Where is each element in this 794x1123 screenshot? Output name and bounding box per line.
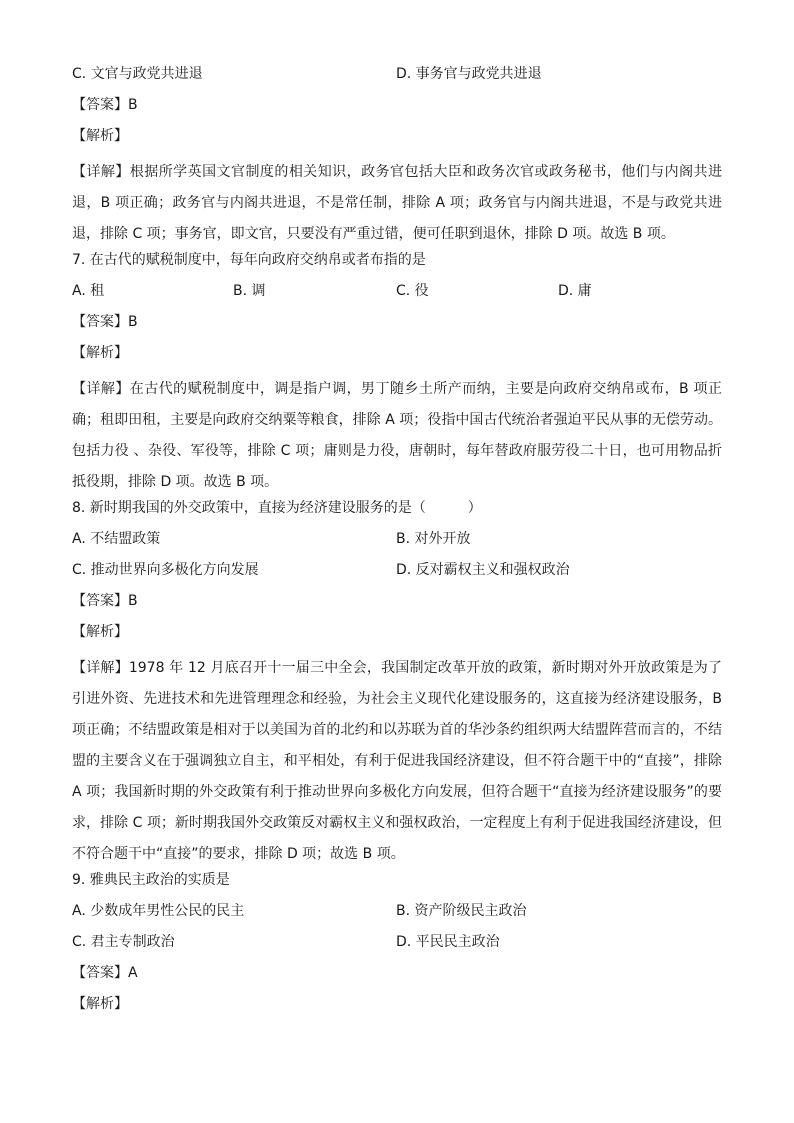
q8-option-b: B. 对外开放: [396, 531, 471, 547]
q9-answer: 【答案】A: [72, 965, 138, 981]
q9-analysis-label: 【解析】: [72, 996, 128, 1012]
q7-option-a: A. 租: [72, 283, 105, 299]
q7-options-row: [72, 281, 722, 312]
q7-analysis-label: 【解析】: [72, 345, 128, 361]
q9-options-row-2: [72, 932, 722, 963]
q8-question: 8. 新时期我国的外交政策中，直接为经济建设服务的是（ ）: [72, 500, 482, 516]
q6-options-row: [72, 64, 722, 95]
q6-option-d: D. 事务官与政党共进退: [396, 66, 542, 82]
q8-option-c: C. 推动世界向多极化方向发展: [72, 562, 259, 578]
q6-answer: 【答案】B: [72, 97, 138, 113]
q7-option-d: D. 庸: [558, 283, 592, 299]
q6-detail: 【详解】根据所学英国文官制度的相关知识，政务官包括大臣和政务次官或政务秘书，他们与内阁共进退，B 项正确；政务官与内阁共进退，不是常任制，排除 A 项；政务官与内阁共进退，不是与政党共进退，排除 C 项；事务官，即文官，只要没有严重过错，便可任职到退休，排除 D 项。故选 B 项。: [72, 164, 722, 242]
q9-question: 9. 雅典民主政治的实质是: [72, 872, 230, 888]
q8-options-row-1: [72, 529, 722, 560]
q8-detail: 【详解】1978 年 12 月底召开十一届三中全会，我国制定改革开放的政策，新时期对外开放政策是为了引进外资、先进技术和先进管理理念和经验，为社会主义现代化建设服务的，这直接为经济建设服务，B 项正确；不结盟政策是相对于以美国为首的北约和以苏联为首的华沙条约组织两大结盟阵营而言的，不结盟的主要含义在于强调独立自主，和平相处，有利于促进我国经济建设，但不符合题干中的“直接”，排除 A 项；我国新时期的外交政策有利于推动世界向多极化方向发展，但符合题干“直接为经济建设服务”的要求，排除 C 项；新时期我国外交政策反对霸权主义和强权政治，一定程度上有利于促进我国经济建设，但不符合题干中“直接”的要求，排除 D 项；故选 B 项。: [72, 660, 722, 862]
document-page: [72, 64, 722, 1025]
q7-detail: 【详解】在古代的赋税制度中，调是指户调，男丁随乡土所产而纳，主要是向政府交纳帛或布，B 项正确；租即田租，主要是向政府交纳粟等粮食，排除 A 项；役指中国古代统治者强迫平民从事的无偿劳动。包括力役 、杂役、军役等，排除 C 项；庸则是力役，唐朝时，每年替政府服劳役二十日，也可用物品折抵役期，排除 D 项。故选 B 项。: [72, 381, 722, 490]
q6-analysis-label: 【解析】: [72, 128, 128, 144]
q9-option-d: D. 平民民主政治: [396, 934, 500, 950]
q8-analysis-label: 【解析】: [72, 624, 128, 640]
q7-option-c: C. 役: [396, 283, 429, 299]
q8-options-row-2: [72, 560, 722, 591]
q9-options-row-1: [72, 901, 722, 932]
q7-answer: 【答案】B: [72, 314, 138, 330]
q6-option-c: C. 文官与政党共进退: [72, 66, 203, 82]
q8-option-a: A. 不结盟政策: [72, 531, 161, 547]
q8-option-d: D. 反对霸权主义和强权政治: [396, 562, 570, 578]
q9-option-c: C. 君主专制政治: [72, 934, 175, 950]
q8-answer: 【答案】B: [72, 593, 138, 609]
q7-question: 7. 在古代的赋税制度中，每年向政府交纳帛或者布指的是: [72, 252, 426, 268]
q9-option-a: A. 少数成年男性公民的民主: [72, 903, 245, 919]
q9-option-b: B. 资产阶级民主政治: [396, 903, 527, 919]
q7-option-b: B. 调: [233, 283, 266, 299]
